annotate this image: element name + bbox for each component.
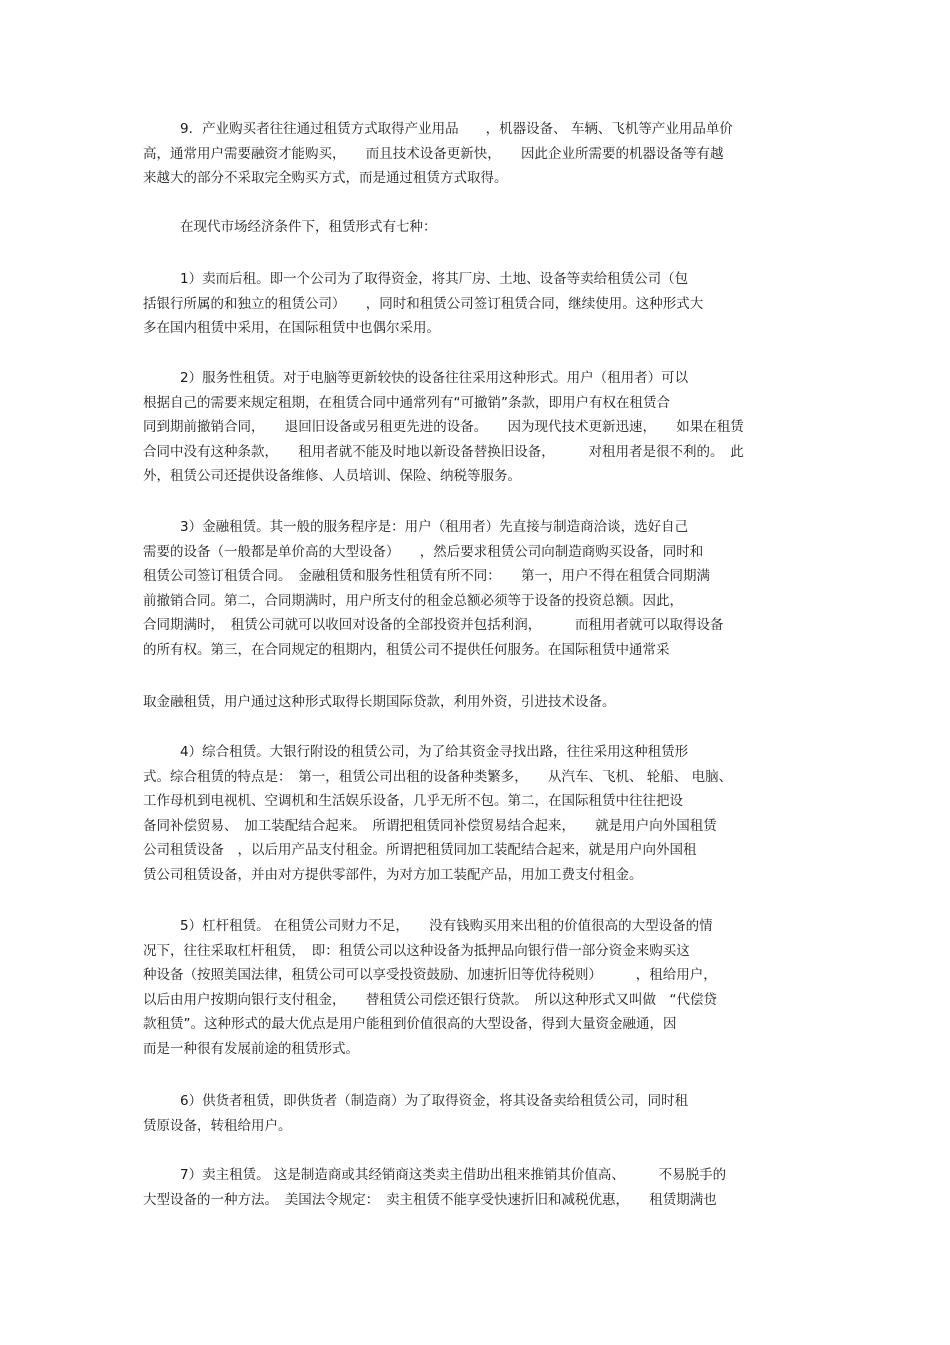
text-line: 3）金融租赁。其一般的服务程序是：用户（租用者）先直接与制造商洽谈，选好自己 xyxy=(180,519,689,535)
text-line: 租赁公司签订租赁合同。 金融租赁和服务性租赁有所不同： 第一，用户不得在租赁合同期满 xyxy=(143,568,710,584)
text-line: 需要的设备（一般都是单价高的大型设备） ，然后要求租赁公司向制造商购买设备，同时和 xyxy=(143,543,704,560)
text-line: 同到期前撤销合同， 退回旧设备或另租更先进的设备。 因为现代技术更新迅速， 如果在租赁 xyxy=(143,419,744,435)
text-line: 合同中没有这种条款， 租用者就不能及时地以新设备替换旧设备， 对租用者是很不利的。 此 xyxy=(143,443,744,460)
text-line: 以后由用户按期向银行支付租金， 替租赁公司偿还银行贷款。 所以这种形式又叫做 “代偿贷 xyxy=(143,991,717,1008)
paragraph-9-industrial-buyers xyxy=(143,117,813,191)
text-line: 备同补偿贸易、 加工装配结合起来。 所谓把租赁同补偿贸易结合起来， 就是用户向外国租赁 xyxy=(143,817,717,834)
text-line: 取金融租赁，用户通过这种形式取得长期国际贷款，利用外资，引进技术设备。 xyxy=(143,694,616,710)
text-line: 前撤销合同。第二，合同期满时，用户所支付的租金总额必须等于设备的投资总额。因此， xyxy=(143,592,683,609)
text-line: 大型设备的一种方法。 美国法令规定： 卖主租赁不能享受快速折旧和减税优惠， 租赁期满也 xyxy=(143,1191,717,1208)
text-line: 而是一种很有发展前途的租赁形式。 xyxy=(143,1040,359,1057)
paragraph-service-lease xyxy=(143,366,813,489)
text-line: 款租赁”。这种形式的最大优点是用户能租到价值很高的大型设备，得到大量资金融通，因 xyxy=(143,1016,677,1032)
paragraph-comprehensive-lease xyxy=(143,740,813,887)
text-line: 赁公司租赁设备，并由对方提供零部件，为对方加工装配产品，用加工费支付租金。 xyxy=(143,866,643,883)
text-line: 在现代市场经济条件下，租赁形式有七种： xyxy=(180,219,437,235)
text-line: 来越大的部分不采取完全购买方式，而是通过租赁方式取得。 xyxy=(143,170,508,186)
text-line: 7）卖主租赁。 这是制造商或其经销商这类卖主借助出租来推销其价值高、 不易脱手的 xyxy=(180,1167,727,1183)
text-line: 的所有权。第三，在合同规定的租期内，租赁公司不提供任何服务。在国际租赁中通常采 xyxy=(143,641,670,658)
text-line: 2）服务性租赁。对于电脑等更新较快的设备往往采用这种形式。用户（租用者）可以 xyxy=(180,370,689,386)
paragraph-leveraged-lease xyxy=(143,914,813,1061)
paragraph-lease-forms-intro xyxy=(143,215,813,240)
text-line: 多在国内租赁中采用，在国际租赁中也偶尔采用。 xyxy=(143,320,440,336)
text-line: 工作母机到电视机、空调机和生活娱乐设备，几乎无所不包。第二，在国际租赁中往往把设 xyxy=(143,793,683,809)
text-line: 公司租赁设备 ，以后用产品支付租金。所谓把租赁同加工装配结合起来，就是用户向外国租 xyxy=(143,842,697,858)
text-line: 式。综合租赁的特点是： 第一，租赁公司出租的设备种类繁多， 从汽车、飞机、 轮船、 电脑、 xyxy=(143,768,733,785)
paragraph-vendor-lease xyxy=(143,1163,813,1212)
text-line: 高，通常用户需要融资才能购买， 而且技术设备更新快， 因此企业所需要的机器设备等有越 xyxy=(143,145,724,162)
text-line: 1）卖而后租。即一个公司为了取得资金，将其厂房、土地、设备等卖给租赁公司（包 xyxy=(180,271,689,287)
paragraph-sale-leaseback xyxy=(143,267,813,341)
text-line: 合同期满时， 租赁公司就可以收回对设备的全部投资并包括利润， 而租用者就可以取得设备 xyxy=(143,617,724,633)
text-line: 种设备（按照美国法律，租赁公司可以享受投资鼓励、加速折旧等优待税则） ，租给用户， xyxy=(143,967,717,983)
text-line: 6）供货者租赁，即供货者（制造商）为了取得资金，将其设备卖给租赁公司，同时租 xyxy=(180,1093,689,1109)
text-line: 5）杠杆租赁。 在租赁公司财力不足， 没有钱购买用来出租的价值很高的大型设备的情 xyxy=(180,918,713,934)
text-line: 外，租赁公司还提供设备维修、人员培训、保险、纳税等服务。 xyxy=(143,468,521,484)
paragraph-financial-lease-continued xyxy=(143,690,813,715)
text-line: 况下，往往采取杠杆租赁， 即：租赁公司以这种设备为抵押品向银行借一部分资金来购买这 xyxy=(143,942,690,959)
paragraph-supplier-lease xyxy=(143,1089,813,1138)
text-line: 括银行所属的和独立的租赁公司） ，同时和租赁公司签订租赁合同，继续使用。这种形式大 xyxy=(143,295,704,312)
text-line: 4）综合租赁。大银行附设的租赁公司，为了给其资金寻找出路，往往采用这种租赁形 xyxy=(180,744,689,760)
text-line: 根据自己的需要来规定租期，在租赁合同中通常列有“可撤销”条款，即用户有权在租赁合 xyxy=(143,394,670,411)
text-line: 9．产业购买者往往通过租赁方式取得产业用品 ，机器设备、 车辆、飞机等产业用品单价 xyxy=(180,121,733,137)
text-line: 赁原设备，转租给用户。 xyxy=(143,1117,292,1134)
paragraph-financial-lease xyxy=(143,515,813,662)
